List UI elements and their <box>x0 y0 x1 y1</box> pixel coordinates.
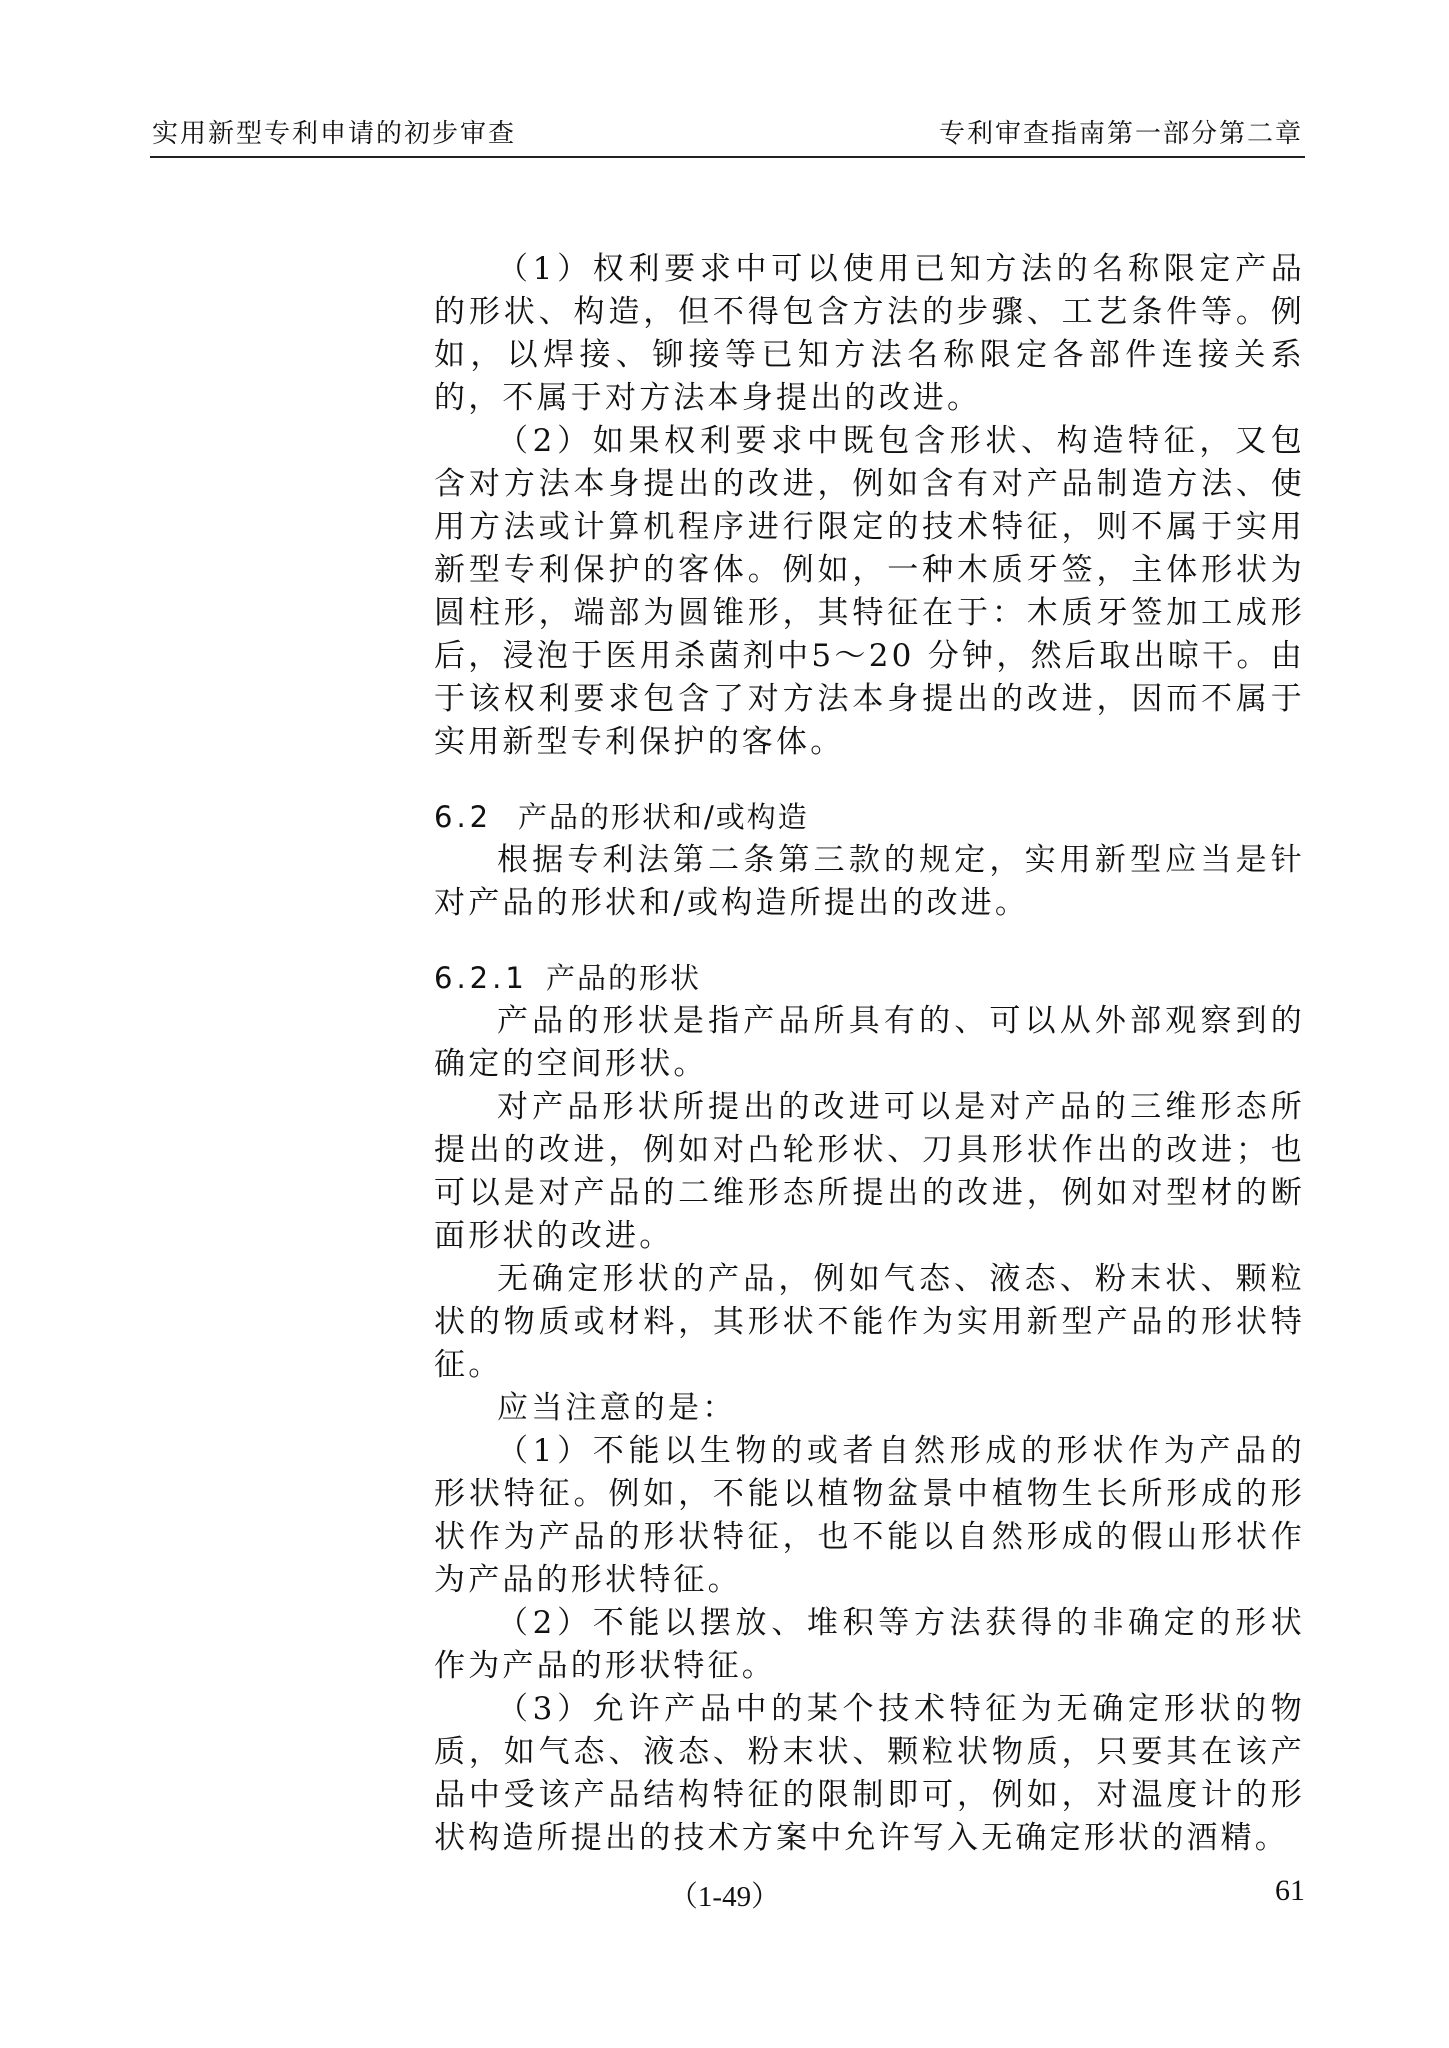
paragraph-3: 根据专利法第二条第三款的规定，实用新型应当是针对产品的形状和/或构造所提出的改进。 <box>434 842 1305 921</box>
section-title: 产品的形状和/或构造 <box>518 800 809 834</box>
page-number: 61 <box>1275 1874 1305 1907</box>
section-heading-6-2-1 <box>434 957 1305 1000</box>
paragraph-8: （1）不能以生物的或者自然形成的形状作为产品的形状特征。例如，不能以植物盆景中植物生长所形成的形状作为产品的形状特征，也不能以自然形成的假山形状作为产品的形状特征。 <box>434 1433 1305 1598</box>
subsection-title: 产品的形状 <box>546 961 702 995</box>
footer-section-page: （1-49） <box>668 1881 781 1913</box>
section-heading-6-2 <box>434 796 1305 839</box>
paragraph-7: 应当注意的是： <box>497 1390 737 1426</box>
paragraph-4: 产品的形状是指产品所具有的、可以从外部观察到的确定的空间形状。 <box>434 1003 1305 1082</box>
paragraph-10: （3）允许产品中的某个技术特征为无确定形状的物质，如气态、液态、粉末状、颗粒状物质，只要其在该产品中受该产品结构特征的限制即可，例如，对温度计的形状构造所提出的技术方案中允许写入无确定形状的酒精。 <box>434 1691 1305 1856</box>
running-header <box>150 112 1305 158</box>
subsection-number: 6.2.1 <box>434 961 528 995</box>
paragraph-2: （2）如果权利要求中既包含形状、构造特征，又包含对方法本身提出的改进，例如含有对产品制造方法、使用方法或计算机程序进行限定的技术特征，则不属于实用新型专利保护的客体。例如，一种木质牙签，主体形状为圆柱形，端部为圆锥形，其特征在于：木质牙签加工成形后，浸泡于医用杀菌剂中5～20 分钟，然后取出晾干。由于该权利要求包含了对方法本身提出的改进，因而不属于实用新型专利保护的客体。 <box>434 423 1305 760</box>
header-chapter-title: 实用新型专利申请的初步审查 <box>152 119 517 149</box>
page-body <box>434 248 1305 1860</box>
header-guide-section: 专利审查指南第一部分第二章 <box>938 119 1303 149</box>
paragraph-6: 无确定形状的产品，例如气态、液态、粉末状、颗粒状的物质或材料，其形状不能作为实用新型产品的形状特征。 <box>434 1261 1305 1383</box>
section-number: 6.2 <box>434 800 493 834</box>
paragraph-9: （2）不能以摆放、堆积等方法获得的非确定的形状作为产品的形状特征。 <box>434 1605 1305 1684</box>
paragraph-5: 对产品形状所提出的改进可以是对产品的三维形态所提出的改进，例如对凸轮形状、刀具形状作出的改进；也可以是对产品的二维形态所提出的改进，例如对型材的断面形状的改进。 <box>434 1089 1305 1254</box>
paragraph-1: （1）权利要求中可以使用已知方法的名称限定产品的形状、构造，但不得包含方法的步骤、工艺条件等。例如，以焊接、铆接等已知方法名称限定各部件连接关系的，不属于对方法本身提出的改进。 <box>434 251 1305 416</box>
